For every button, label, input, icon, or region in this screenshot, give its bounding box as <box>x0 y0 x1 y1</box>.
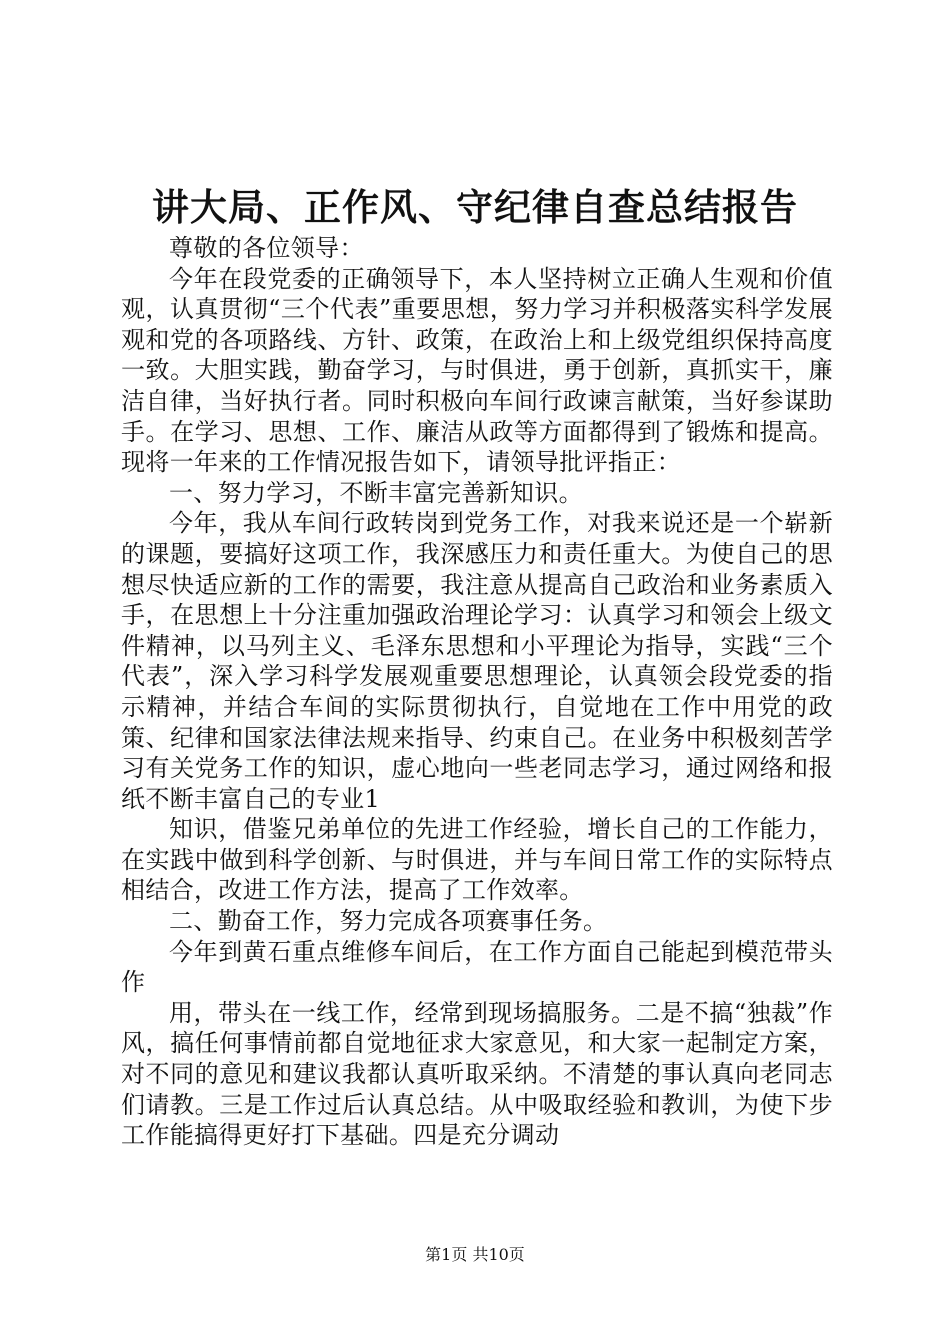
paragraph-study-cont: 知识，借鉴兄弟单位的先进工作经验，增长自己的工作能力，在实践中做到科学创新、与时俱进，并与车间日常工作的实际特点相结合，改进工作方法，提高了工作效率。 <box>121 815 833 905</box>
section-heading-2: 二、勤奋工作，努力完成各项赛事任务。 <box>169 907 608 936</box>
paragraph-work-cont: 用，带头在一线工作，经常到现场搞服务。二是不搞“独裁”作风，搞任何事情前都自觉地征求大家意见，和大家一起制定方案，对不同的意见和建议我都认真听取采纳。不清楚的事认真向老同志们请教。三是工作过后认真总结。从中吸取经验和教训，为使下步工作能搞得更好打下基础。四是充分调动 <box>121 998 833 1150</box>
salutation: 尊敬的各位领导： <box>169 234 364 262</box>
document-body <box>121 233 833 1151</box>
paragraph-intro: 今年在段党委的正确领导下，本人坚持树立正确人生观和价值观，认真贯彻“三个代表”重要思想，努力学习并积极落实科学发展观和党的各项路线、方针、政策，在政治上和上级党组织保持高度一致。大胆实践，勤奋学习，与时俱进，勇于创新，真抓实干，廉洁自律，当好执行者。同时积极向车间行政谏言献策，当好参谋助手。在学习、思想、工作、廉洁从政等方面都得到了锻炼和提高。现将一年来的工作情况报告如下，请领导批评指正： <box>121 264 833 477</box>
paragraph-work: 今年到黄石重点维修车间后，在工作方面自己能起到模范带头作 <box>121 937 833 997</box>
paragraph-study: 今年，我从车间行政转岗到党务工作，对我来说还是一个崭新的课题，要搞好这项工作，我深感压力和责任重大。为使自己的思想尽快适应新的工作的需要，我注意从提高自己政治和业务素质入手，在思想上十分注重加强政治理论学习：认真学习和领会上级文件精神，以马列主义、毛泽东思想和小平理论为指导，实践“三个代表”，深入学习科学发展观重要思想理论，认真领会段党委的指示精神，并结合车间的实际贯彻执行，自觉地在工作中用党的政策、纪律和国家法律法规来指导、约束自己。在业务中积极刻苦学习有关党务工作的知识，虚心地向一些老同志学习，通过网络和报纸不断丰富自己的专业1 <box>121 509 833 813</box>
document-title: 讲大局、正作风、守纪律自查总结报告 <box>152 185 798 229</box>
page-number: 第1页 共10页 <box>425 1245 525 1264</box>
section-heading-1: 一、努力学习，不断丰富完善新知识。 <box>169 478 583 507</box>
